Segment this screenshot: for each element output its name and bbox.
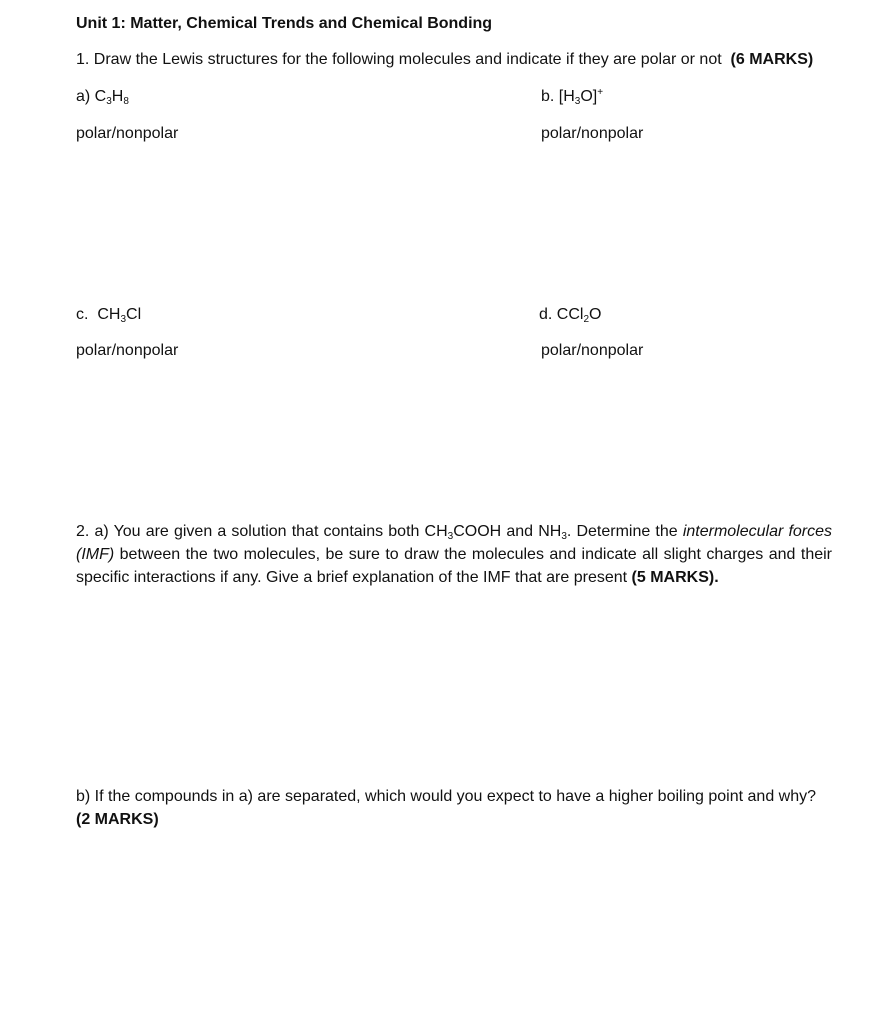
question-2b-text: b) If the compounds in a) are separated, which would you expect to have a higher boiling point and why? (2 MARKS) [76,788,817,828]
part-b-polarity: polar/nonpolar [541,125,644,142]
page-title: Unit 1: Matter, Chemical Trends and Chemical Bonding [76,15,493,32]
question-2a-text: 2. a) You are given a solution that contains both $CH_3COOH$ and $NH_3$. Determine the intermolecular forces (IMF) between the two molecules, be sure to draw the molecules and indicate all slight charges and their specific interactions if any. Give a brief explanation of the IMF that are present (5 MARKS). [76,523,833,586]
part-d-polarity: polar/nonpolar [541,342,644,359]
question-1-text: 1. Draw the Lewis structures for the following molecules and indicate if they are polar or not [76,51,722,68]
part-c-label: c. $CH_3Cl$ [76,306,142,325]
question-1-marks: (6 MARKS) [730,51,814,68]
part-b-label: b. $[H_3O]^+$ [541,87,604,107]
part-d-label: d. CCl$_2$O [539,306,602,325]
question-1-prompt [76,50,813,70]
part-a-label: a) $C_3H_8$ [76,88,129,107]
part-a-polarity: polar/nonpolar [76,125,179,142]
question-2b-marks: (2 MARKS) [76,811,159,828]
question-2a-marks: (5 MARKS). [631,569,719,586]
part-c-polarity: polar/nonpolar [76,342,179,359]
